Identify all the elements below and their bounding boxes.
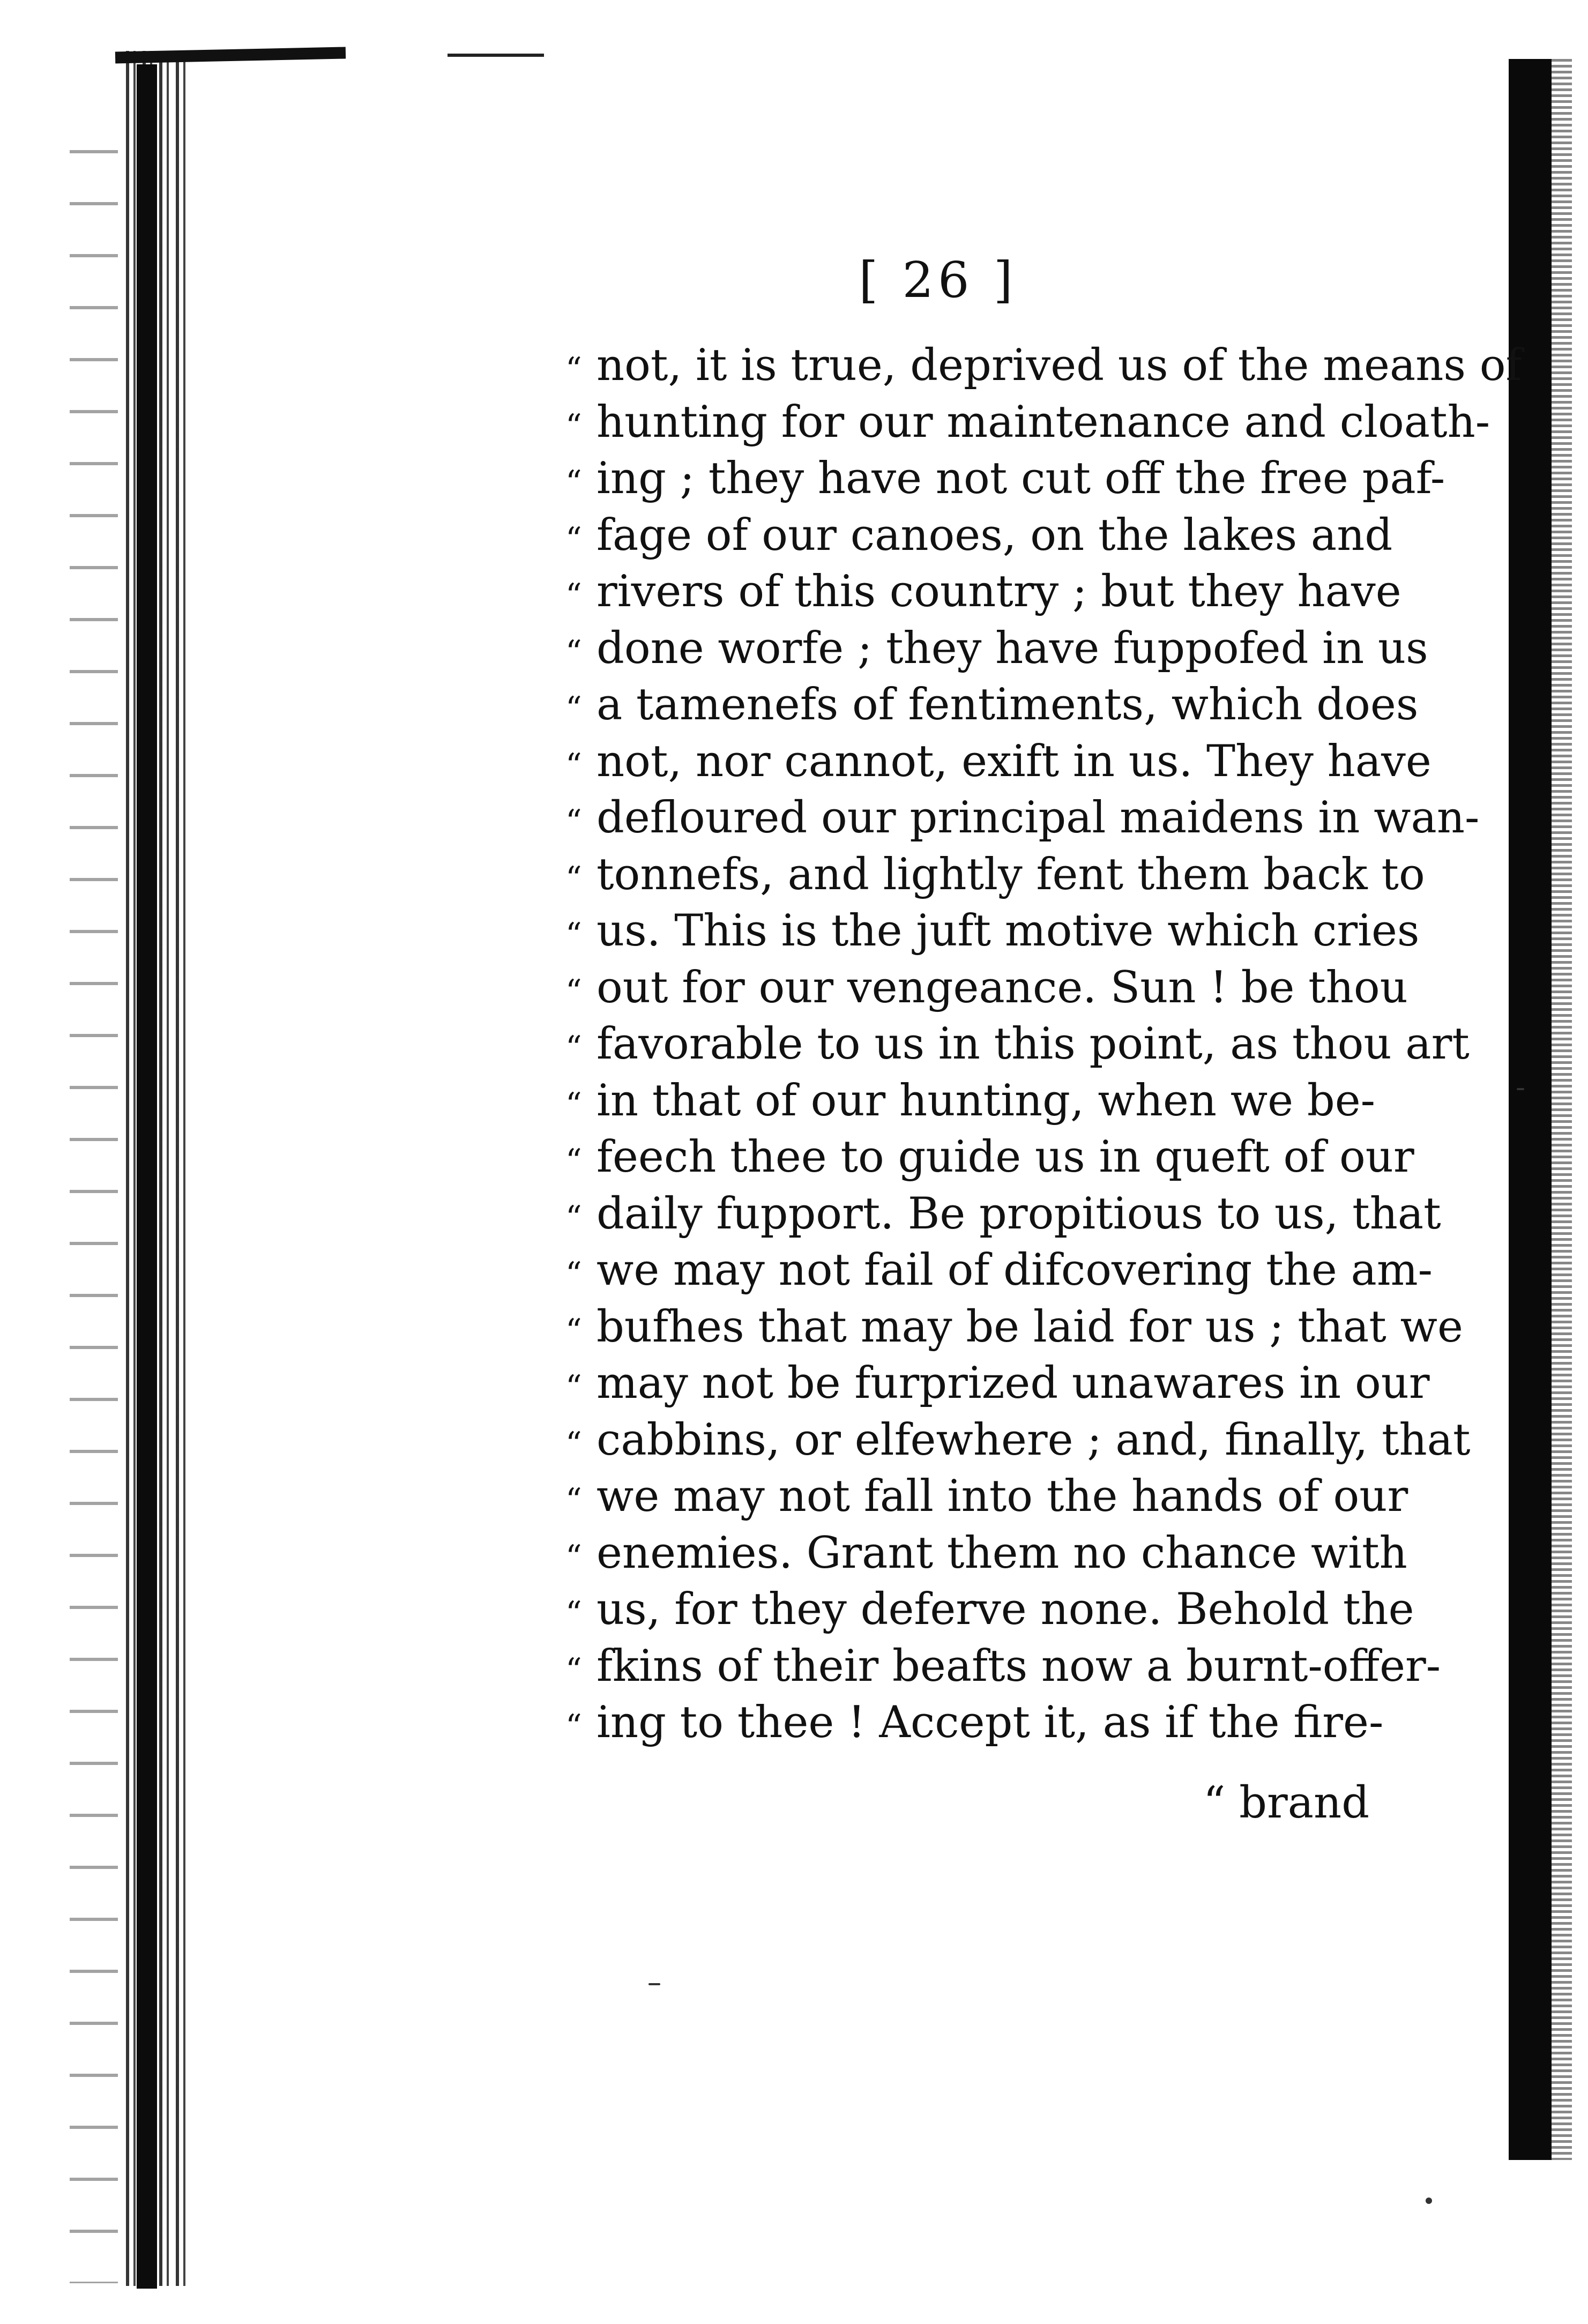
- line-text: ing ; they have not cut off the free paf-: [597, 453, 1445, 504]
- line-text: out for our vengeance. Sun ! be thou: [597, 962, 1408, 1013]
- binding-speckle: [70, 129, 118, 2283]
- line-text: feech thee to guide us in queft of our: [597, 1132, 1414, 1182]
- text-line: [565, 960, 1408, 1017]
- text-line: [565, 451, 1445, 508]
- text-line: [565, 1412, 1471, 1469]
- text-line: [565, 903, 1420, 960]
- quote-mark: “: [565, 1425, 582, 1463]
- text-line: [565, 1469, 1408, 1525]
- text-line: [565, 677, 1419, 734]
- line-text: fkins of their beafts now a burnt-offer-: [597, 1641, 1441, 1692]
- text-line: [565, 1186, 1441, 1243]
- text-line: [565, 564, 1401, 621]
- top-tick-mark: [448, 54, 544, 57]
- text-line: [565, 1638, 1441, 1695]
- quote-mark: “: [565, 351, 582, 388]
- line-text: may not be furprized unawares in our: [597, 1358, 1430, 1409]
- line-text: daily fupport. Be propitious to us, that: [597, 1188, 1441, 1239]
- top-corner-mark: [115, 47, 346, 63]
- line-text: a tamenefs of fentiments, which does: [597, 680, 1419, 730]
- line-text: cabbins, or elfewhere ; and, finally, that: [597, 1414, 1471, 1465]
- line-text: tonnefs, and lightly fent them back to: [597, 849, 1425, 900]
- line-text: done worfe ; they have fuppofed in us: [597, 623, 1428, 674]
- quote-mark: “: [565, 1481, 582, 1519]
- text-line: [565, 1525, 1407, 1582]
- line-text: us, for they deferve none. Behold the: [597, 1584, 1414, 1635]
- line-text: rivers of this country ; but they have: [597, 567, 1401, 617]
- quote-mark: “: [565, 1085, 582, 1123]
- quote-mark: “: [565, 520, 582, 558]
- quote-mark: “: [565, 803, 582, 840]
- line-text: in that of our hunting, when we be-: [597, 1075, 1376, 1126]
- body-text: [565, 338, 1522, 1752]
- text-line: [565, 621, 1428, 677]
- quote-mark: “: [565, 1538, 582, 1576]
- quote-mark: “: [565, 690, 582, 727]
- right-page-fringe: [1552, 59, 1572, 2160]
- text-line: [565, 1355, 1430, 1412]
- line-text: we may not fail of difcovering the am-: [597, 1245, 1433, 1295]
- text-line: [565, 1242, 1433, 1299]
- text-line: [565, 734, 1432, 791]
- speck: [1517, 1088, 1524, 1090]
- page-number: [ 26 ]: [859, 251, 1017, 309]
- quote-mark: “: [565, 916, 582, 954]
- text-line: [565, 1695, 1384, 1752]
- line-text: favorable to us in this point, as thou art: [597, 1019, 1470, 1069]
- line-text: bufhes that may be laid for us ; that we: [597, 1301, 1463, 1352]
- quote-mark: “: [565, 1368, 582, 1406]
- text-line: [565, 1016, 1470, 1073]
- text-line: [565, 338, 1522, 394]
- text-line: [565, 394, 1490, 451]
- line-text: hunting for our maintenance and cloath-: [597, 397, 1490, 448]
- quote-mark: “: [565, 1312, 582, 1350]
- quote-mark: “: [565, 633, 582, 671]
- line-text: fage of our canoes, on the lakes and: [597, 510, 1393, 561]
- binding-edge: [137, 64, 157, 2289]
- quote-mark: “: [565, 1255, 582, 1293]
- quote-mark: “: [565, 1029, 582, 1067]
- text-line: [565, 508, 1393, 564]
- line-text: we may not fall into the hands of our: [597, 1471, 1408, 1522]
- quote-mark: “: [565, 1142, 582, 1180]
- speck: [1426, 2198, 1432, 2204]
- quote-mark: “: [565, 577, 582, 614]
- text-line: [565, 790, 1480, 847]
- quote-mark: “: [565, 464, 582, 501]
- line-text: ing to thee ! Accept it, as if the fire-: [597, 1697, 1384, 1748]
- quote-mark: “: [565, 859, 582, 897]
- quote-mark: “: [565, 1595, 582, 1632]
- quote-mark: “: [565, 1651, 582, 1689]
- line-text: defloured our principal maidens in wan-: [597, 793, 1480, 843]
- binding-shadow: [126, 51, 190, 2286]
- text-line: [565, 847, 1425, 904]
- line-text: us. This is the juft motive which cries: [597, 906, 1420, 956]
- quote-mark: “: [565, 972, 582, 1010]
- line-text: not, nor cannot, exift in us. They have: [597, 736, 1432, 787]
- quote-mark: “: [565, 1708, 582, 1745]
- line-text: not, it is true, deprived us of the means of: [597, 340, 1522, 391]
- quote-mark: “: [565, 1198, 582, 1237]
- text-line: [565, 1582, 1414, 1638]
- line-text: enemies. Grant them no chance with: [597, 1528, 1407, 1578]
- speck: [648, 1983, 660, 1985]
- text-line: [565, 1299, 1463, 1356]
- catchword: “ brand: [1203, 1778, 1370, 1828]
- text-line: [565, 1073, 1376, 1130]
- text-line: [565, 1129, 1414, 1186]
- quote-mark: “: [565, 407, 582, 445]
- quote-mark: “: [565, 746, 582, 784]
